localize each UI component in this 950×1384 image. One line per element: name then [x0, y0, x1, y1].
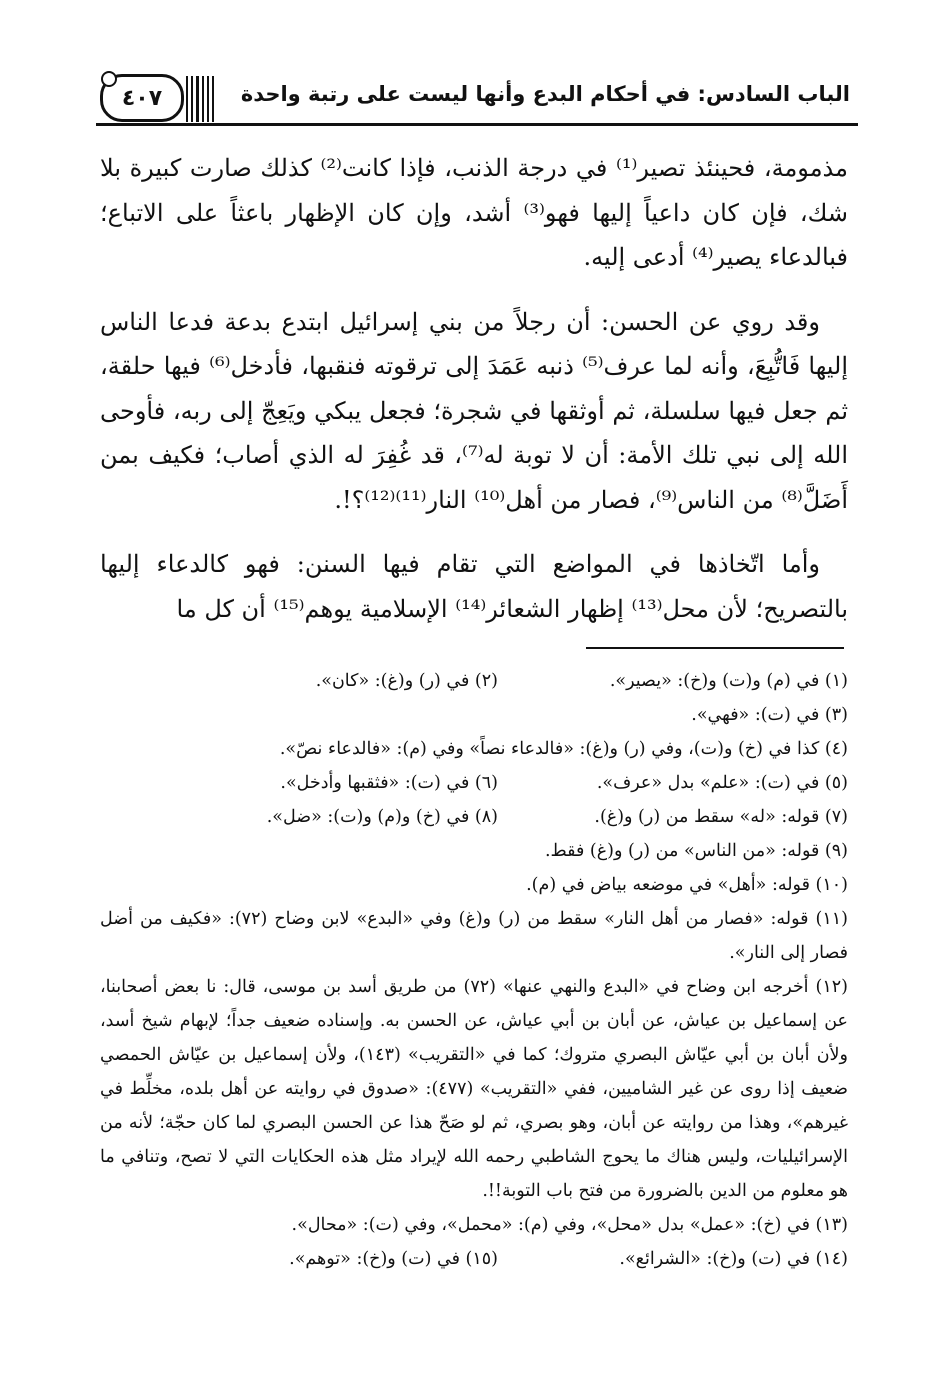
page-header: [96, 68, 858, 130]
footnotes: [100, 664, 848, 1276]
footnote-8: (٨) في (خ) و(م) و(ت): «ضل».: [266, 807, 498, 827]
footnote-13: (١٣) في (خ): «عمل» بدل «محل»، وفي (م): «محمل»، وفي (ت): «محال».: [291, 1215, 848, 1235]
paragraph-1: مذمومة، فحينئذ تصير⁽¹⁾ في درجة الذنب، فإذا كانت⁽²⁾ كذلك صارت كبيرة بلا شك، فإن كان داعياً إليها فهو⁽³⁾ أشد، وإن كان الإظهار باعثاً على الاتباع؛ فبالدعاء يصير⁽⁴⁾ أدعى إليه.: [100, 154, 849, 271]
header-rule: [96, 123, 858, 126]
main-text: [100, 146, 848, 651]
header-ornament-bars: [186, 76, 214, 122]
footnote-11: (١١) قوله: «فصار من أهل النار» سقط من (ر) و(غ) وفي «البدع» لابن وضاح (٧٢): «فكيف من أضل فصار إلى النار».: [100, 909, 848, 963]
chapter-title: الباب السادس: في أحكام البدع وأنها ليست على رتبة واحدة: [240, 82, 850, 106]
footnote-9: (٩) قوله: «من الناس» من (ر) و(غ) فقط.: [544, 841, 848, 861]
paragraph-3: وأما اتّخاذها في المواضع التي تقام فيها السنن: فهو كالدعاء إليها بالتصريح؛ لأن محل⁽¹³⁾ إظهار الشعائر⁽¹⁴⁾ الإسلامية يوهم⁽¹⁵⁾ أن كل ما: [100, 550, 848, 623]
paragraph-2: وقد روي عن الحسن: أن رجلاً من بني إسرائيل ابتدع بدعة فدعا الناس إليها فَاتُّبِعَ، وأنه لما عرف⁽⁵⁾ ذنبه عَمَدَ إلى ترقوته فنقبها، فأدخل⁽⁶⁾ فيها حلقة، ثم جعل فيها سلسلة، ثم أوثقها في شجرة؛ فجعل يبكي ويَعِجّ إلى ربه، فأوحى الله إلى نبي تلك الأمة: أن لا توبة له⁽⁷⁾، قد غُفِرَ له الذي أصاب؛ فكيف بمن أَضَلَّ⁽⁸⁾ من الناس⁽⁹⁾، فصار من أهل⁽¹⁰⁾ النار⁽¹¹⁾⁽¹²⁾؟!.: [100, 307, 848, 514]
page-number-badge: [100, 74, 184, 122]
footnote-5: (٥) في (ت): «علم» بدل «عرف».: [596, 773, 848, 793]
footnote-6: (٦) في (ت): «فثقبها وأدخل».: [280, 773, 498, 793]
footnote-2: (٢) في (ر) و(غ): «كان».: [315, 671, 498, 691]
footnote-10: (١٠) قوله: «أهل» في موضعه بياض في (م).: [526, 875, 848, 895]
footnote-7: (٧) قوله: «له» سقط من (ر) و(غ).: [594, 807, 848, 827]
ornament-circle-icon: [101, 71, 117, 87]
footnote-1: (١) في (م) و(ت) و(خ): «يصير».: [609, 671, 848, 691]
footnote-15: (١٥) في (ت) و(خ): «توهم».: [289, 1249, 498, 1269]
footnote-12: (١٢) أخرجه ابن وضاح في «البدع والنهي عنها» (٧٢) من طريق أسد بن موسى، قال: نا بعض أصحابنا، عن إسماعيل بن عياش، عن أبان بن أبي عياش، عن الحسن به. وإسناده ضعيف جداً؛ لإبهام شيخ أسد، ولأن أبان بن أبي عيّاش البصري متروك؛ كما في «التقريب» (١٤٣)، ولأن إسماعيل بن عيّاش الحمصي ضعيف إذا روى عن غير الشاميين، ففي «التقريب» (٤٧٧): «صدوق في روايته عن أهل بلده، مخلِّط في غيرهم»، وهذا من روايته عن أبان، وهو بصري، ثم لو صَحّ هذا عن الحسن البصري لما كان حجّة؛ لأنه من الإسرائيليات، وليس هناك ما يحوج الشاطبي رحمه الله لإيراد مثل هذه الحكايات التي لا تصح، وتنافي ما هو معلوم من الدين بالضرورة من فتح باب التوبة!!.: [100, 977, 848, 1201]
page-number: ٤٠٧: [121, 85, 163, 111]
footnote-3: (٣) في (ت): «فهي».: [691, 705, 848, 725]
footnote-4: (٤) كذا في (خ) و(ت)، وفي (ر) و(غ): «فالدعاء نصاً» وفي (م): «فالدعاء نصّ».: [279, 739, 848, 759]
footnote-14: (١٤) في (ت) و(خ): «الشرائع».: [619, 1249, 848, 1269]
footnote-separator: [586, 647, 844, 649]
